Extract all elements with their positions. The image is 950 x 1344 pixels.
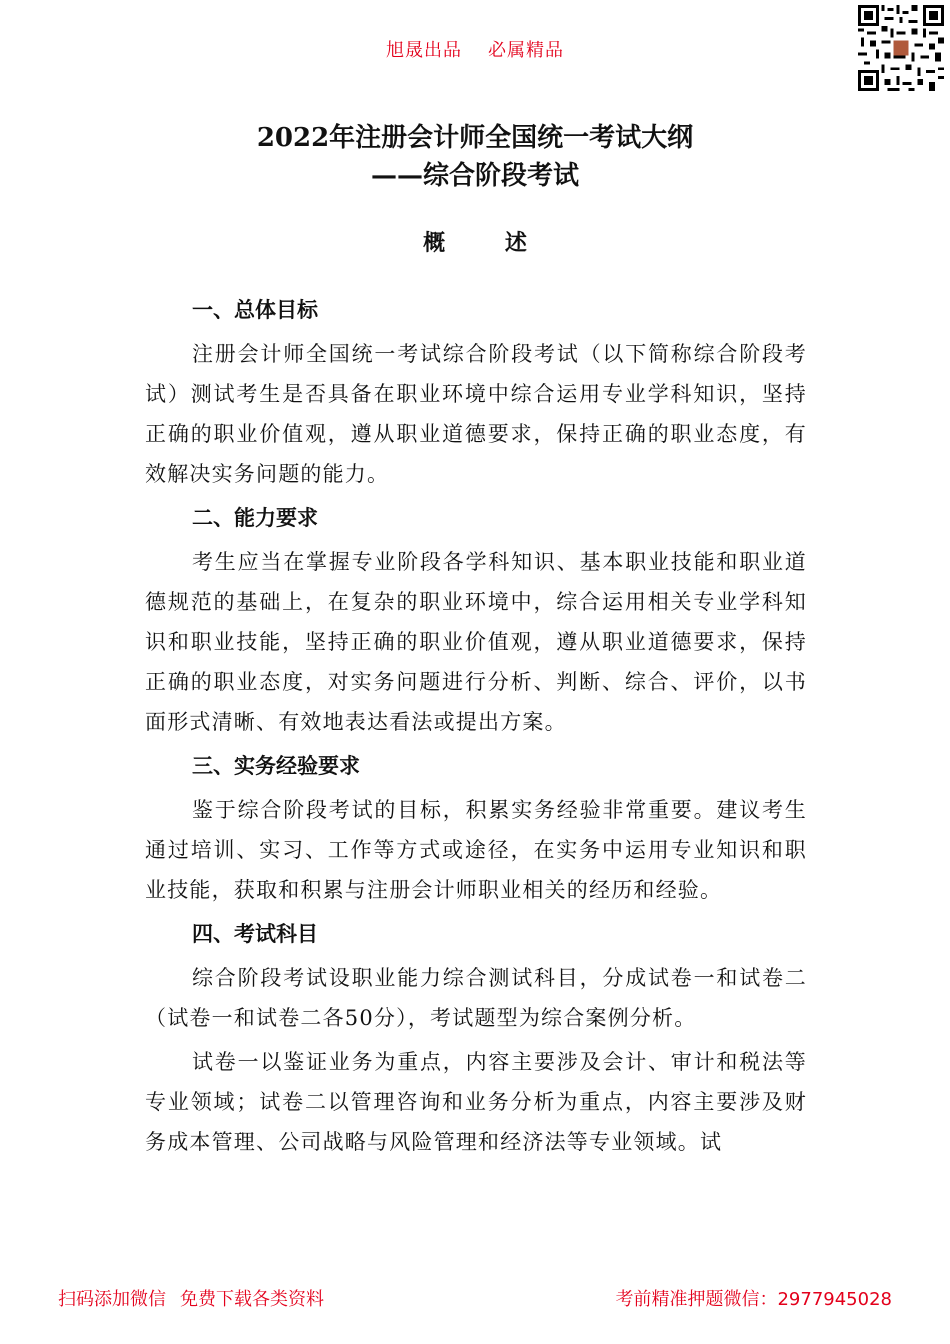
footer-download-text: 免费下载各类资料 [180,1289,324,1310]
section-heading: 二、能力要求 [192,506,318,530]
section-paragraph: 鉴于综合阶段考试的目标，积累实务经验非常重要。建议考生通过培训、实习、工作等方式或途径，在实务中运用专业知识和职业技能，获取和积累与注册会计师职业相关的经历和经验。 [145,798,807,902]
section-paragraph: 注册会计师全国统一考试综合阶段考试（以下简称综合阶段考试）测试考生是否具备在职业环境中综合运用专业学科知识，坚持正确的职业价值观，遵从职业道德要求，保持正确的职业态度，有效解决实务问题的能力。 [145,342,807,486]
section-ability-requirements [145,498,807,742]
section-paragraph: 试卷一以鉴证业务为重点，内容主要涉及会计、审计和税法等专业领域；试卷二以管理咨询和业务分析为重点，内容主要涉及财务成本管理、公司战略与风险管理和经济法等专业领域。试 [145,1050,807,1154]
footer-scan-text: 扫码添加微信 [58,1289,166,1310]
document-title: 2022年注册会计师全国统一考试大纲 [256,123,694,153]
footer-promo-left [58,1285,324,1311]
header-slogan: 必属精品 [488,40,564,61]
overview-heading: 概 述 [423,231,553,256]
footer-wechat-contact: 考前精准押题微信：2977945028 [615,1289,892,1310]
section-heading: 三、实务经验要求 [192,754,360,778]
section-heading: 一、总体目标 [192,298,318,322]
section-heading: 四、考试科目 [192,922,318,946]
document-subtitle: ——综合阶段考试 [370,161,579,191]
header-banner [0,36,950,62]
section-general-goal [145,290,807,494]
section-paragraph: 综合阶段考试设职业能力综合测试科目，分成试卷一和试卷二（试卷一和试卷二各50分），考试题型为综合案例分析。 [145,966,807,1030]
qr-code-icon [858,5,944,91]
section-paragraph: 考生应当在掌握专业阶段各学科知识、基本职业技能和职业道德规范的基础上，在复杂的职业环境中，综合运用相关专业学科知识和职业技能，坚持正确的职业价值观，遵从职业道德要求，保持正确的职业态度，对实务问题进行分析、判断、综合、评价，以书面形式清晰、有效地表达看法或提出方案。 [145,550,807,734]
section-exam-subjects [145,914,807,1162]
document-body [145,290,807,1166]
header-brand: 旭晟出品 [386,40,462,61]
section-practical-experience [145,746,807,910]
